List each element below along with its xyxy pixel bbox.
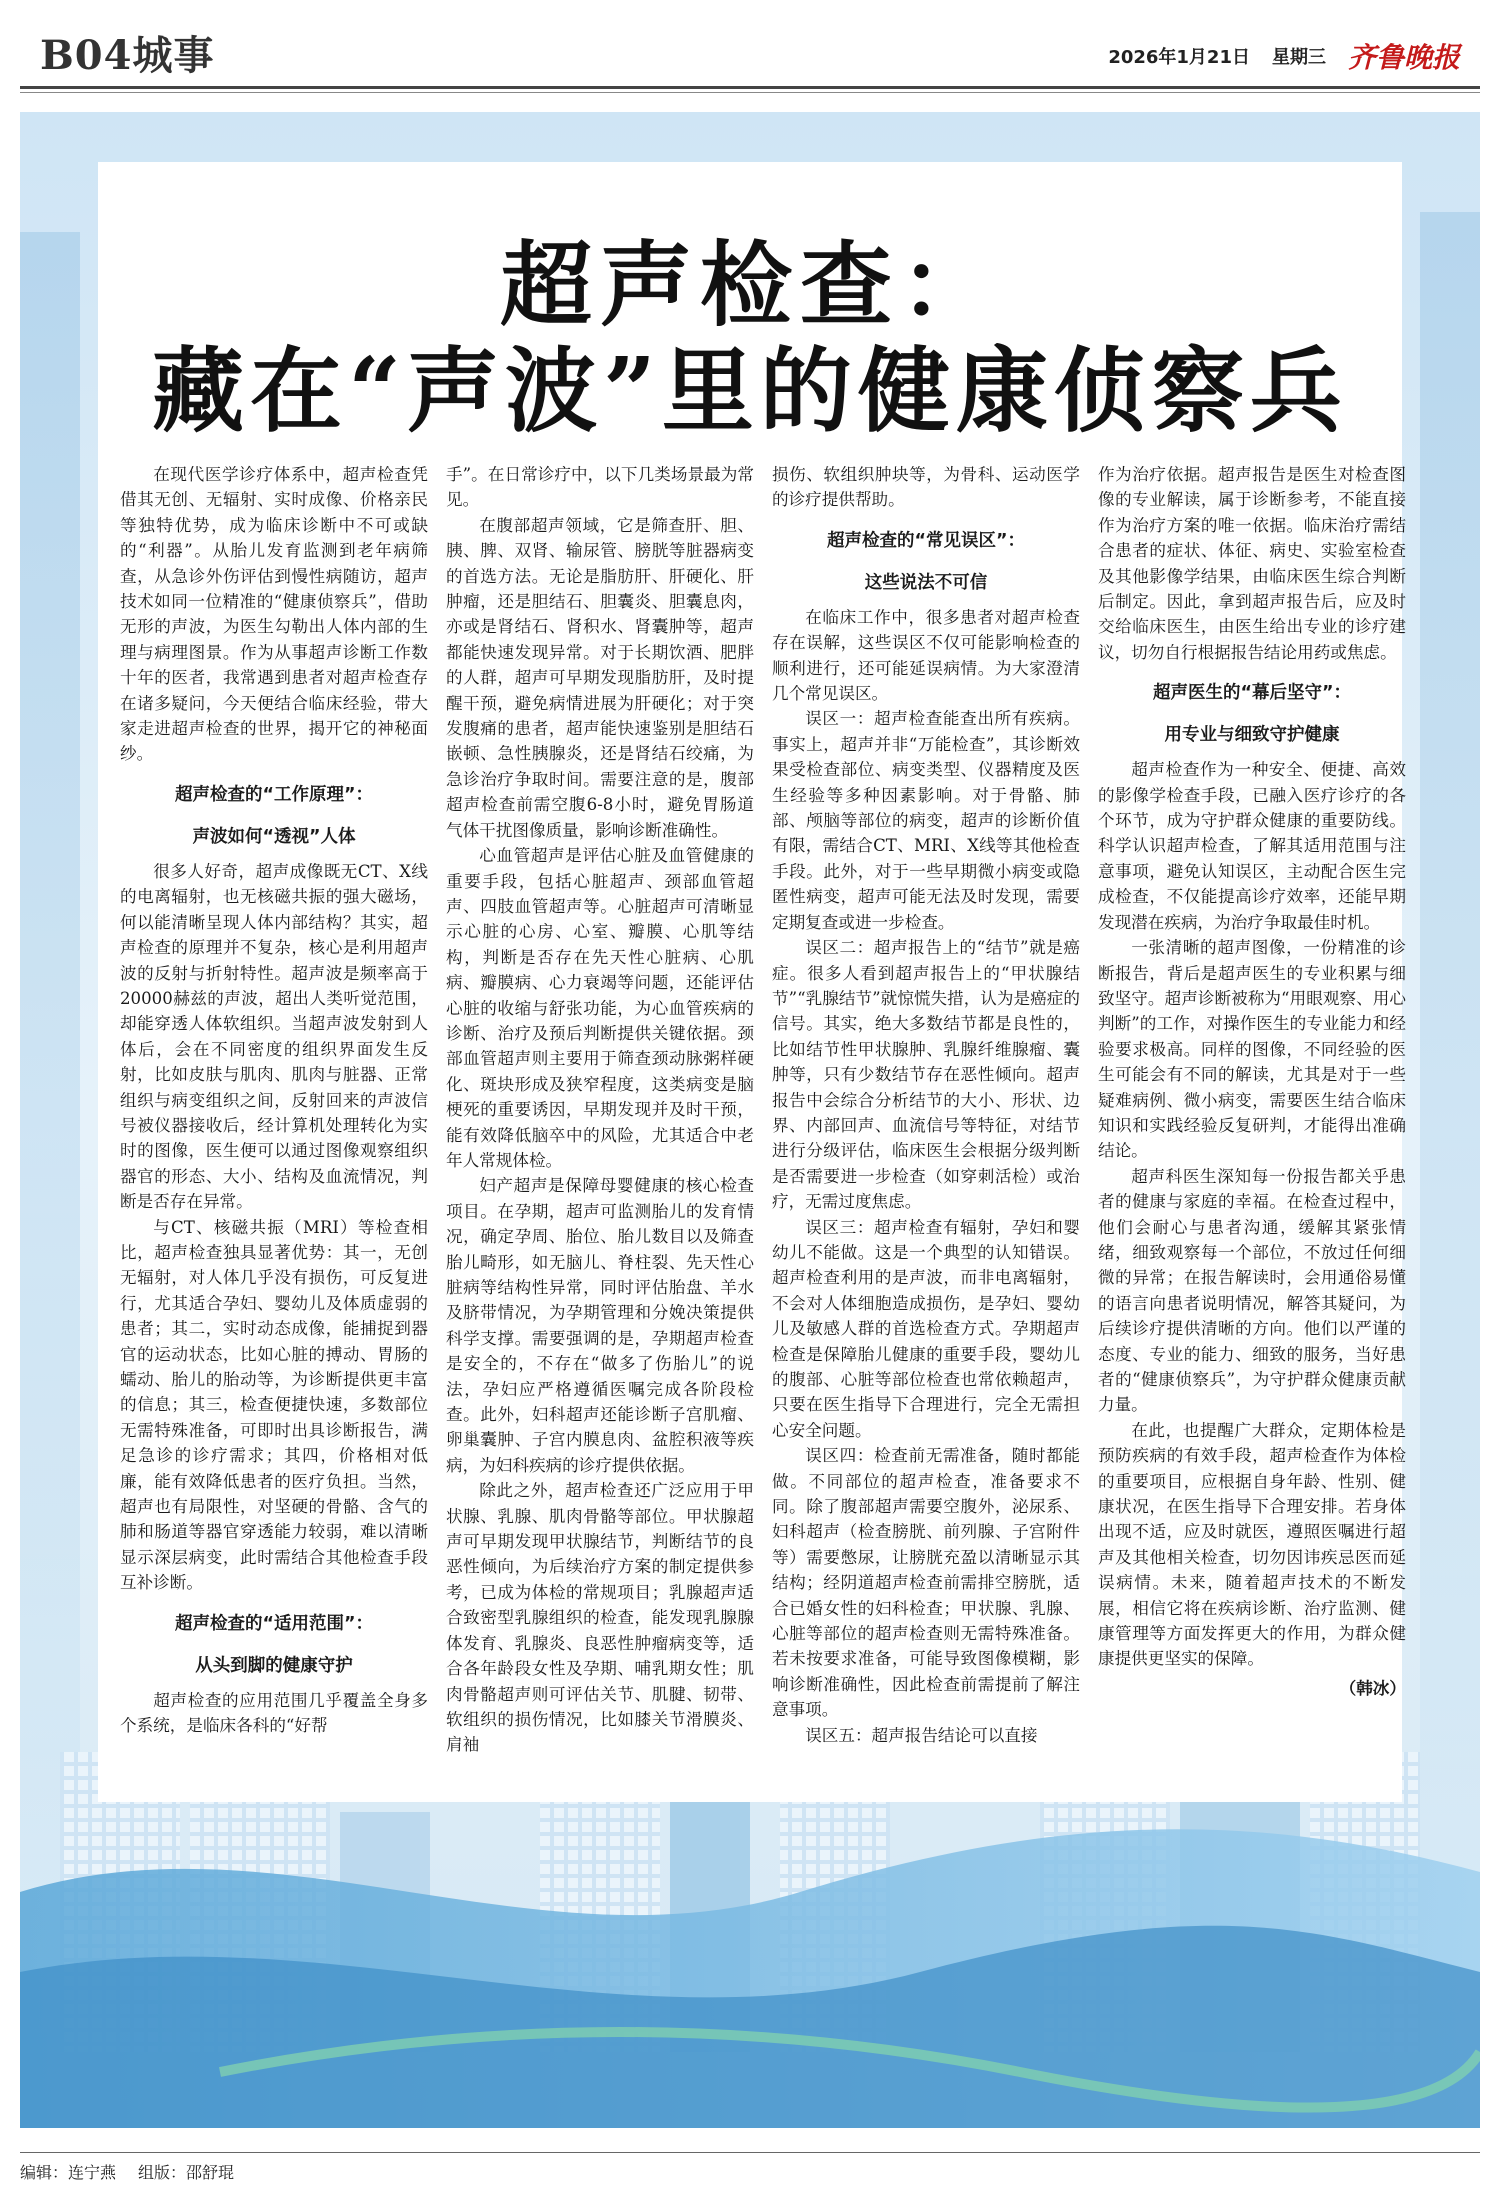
issue-date: 2026年1月21日 — [1108, 47, 1250, 68]
header-rule — [20, 86, 1480, 89]
subheading: 从头到脚的健康守护 — [195, 1655, 353, 1676]
article-paragraph: 超声检查的应用范围几乎覆盖全身多个系统，是临床各科的“好帮 — [120, 1690, 428, 1736]
article-paragraph: 损伤、软组织肿块等，为骨科、运动医学的诊疗提供帮助。 — [772, 465, 1080, 510]
article-paragraph: 在临床工作中，很多患者对超声检查存在误解，这些误区不仅可能影响检查的顺利进行，还可能延误病情。为大家澄清几个常见误区。 — [772, 607, 1080, 704]
article-paragraph: 误区三：超声检查有辐射，孕妇和婴幼儿不能做。这是一个典型的认知错误。超声检查利用的是声波，而非电离辐射，不会对人体细胞造成损伤，是孕妇、婴幼儿及敏感人群的首选检查方式。孕期超声检查是保障胎儿健康的重要手段，婴幼儿的腹部、心脏等部位检查也常依赖超声，只要在医生指导下合理进行，完全无需担心安全问题。 — [772, 1217, 1080, 1440]
masthead-right — [1108, 36, 1460, 76]
article-paragraph: 误区五：超声报告结论可以直接 — [805, 1725, 1038, 1745]
subheading: 超声检查的“常见误区”： — [826, 530, 1025, 551]
article-paragraph: 作为治疗依据。超声报告是医生对检查图像的专业解读，属于诊断参考，不能直接作为治疗方案的唯一依据。临床治疗需结合患者的症状、体征、病史、实验室检查及其他影像学结果，由临床医生综合判断后制定。因此，拿到超声报告后，应及时交给临床医生，由医生给出专业的诊疗建议，切勿自行根据报告结论用药或焦虑。 — [1098, 465, 1406, 662]
article-paragraph: 与CT、核磁共振（MRI）等检查相比，超声检查独具显著优势：其一，无创无辐射，对人体几乎没有损伤，可反复进行，尤其适合孕妇、婴幼儿及体质虚弱的患者；其二，实时动态成像，能捕捉到器官的运动状态，比如心脏的搏动、胃肠的蠕动、胎儿的胎动等，为诊断提供更丰富的信息；其三，检查便捷快速，多数部位无需特殊准备，可即时出具诊断报告，满足急诊的诊疗需求；其四，价格相对低廉，能有效降低患者的医疗负担。当然，超声也有局限性，对坚硬的骨骼、含气的肺和肠道等器官穿透能力较弱，难以清晰显示深层病变，此时需结合其他检查手段互补诊断。 — [120, 1217, 428, 1593]
author-signature: （韩冰） — [1339, 1677, 1406, 1698]
article-paragraph: 误区一：超声检查能查出所有疾病。事实上，超声并非“万能检查”，其诊断效果受检查部位、病变类型、仪器精度及医生经验等多种因素影响。对于骨骼、肺部、颅脑等部位的病变，超声的诊断价值有限，需结合CT、MRI、X线等其他检查手段。此外，对于一些早期微小病变或隐匿性病变，超声可能无法及时发现，需要定期复查或进一步检查。 — [772, 709, 1080, 932]
article-column-3 — [772, 462, 1080, 1748]
subheading: 超声医生的“幕后坚守”： — [1152, 683, 1351, 704]
subheading: 这些说法不可信 — [864, 572, 988, 593]
paper-logo: 齐鲁晚报 — [1347, 41, 1460, 74]
page-code — [40, 24, 214, 81]
headline-line-2: 藏在“声波”里的健康侦察兵 — [152, 337, 1348, 445]
article-paragraph: 误区二：超声报告上的“结节”就是癌症。很多人看到超声报告上的“甲状腺结节”“乳腺结节”就惊慌失措，认为是癌症的信号。其实，绝大多数结节都是良性的，比如结节性甲状腺肿、乳腺纤维腺瘤、囊肿等，只有少数结节存在恶性倾向。超声报告中会综合分析结节的大小、形状、边界、内部回声、血流信号等特征，对结节进行分级评估，临床医生会根据分级判断是否需要进一步检查（如穿刺活检）或治疗，无需过度焦虑。 — [772, 938, 1080, 1212]
article-paragraph: 一张清晰的超声图像，一份精准的诊断报告，背后是超声医生的专业积累与细致坚守。超声诊断被称为“用眼观察、用心判断”的工作，对操作医生的专业能力和经验要求极高。同样的图像，不同经验的医生可能会有不同的解读，尤其是对于一些疑难病例、微小病变，需要医生结合临床知识和实践经验反复研判，才能得出准确结论。 — [1098, 938, 1406, 1161]
page-number: B04 — [40, 32, 133, 79]
editor-credit: 编辑：连宁燕 — [20, 2163, 117, 2182]
masthead — [0, 0, 1500, 80]
article-column-4 — [1098, 462, 1406, 1701]
article-paragraph: 误区四：检查前无需准备，随时都能做。不同部位的超声检查，准备要求不同。除了腹部超声需要空腹外，泌尿系、妇科超声（检查膀胱、前列腺、子宫附件等）需要憋尿，让膀胱充盈以清晰显示其结构；经阴道超声检查前需排空膀胱，适合已婚女性的妇科检查；甲状腺、乳腺、心脏等部位的超声检查则无需特殊准备。若未按要求准备，可能导致图像模糊，影响诊断准确性，因此检查前需提前了解注意事项。 — [772, 1446, 1080, 1720]
subheading: 用专业与细致守护健康 — [1164, 725, 1340, 746]
article-paragraph: 在腹部超声领域，它是筛查肝、胆、胰、脾、双肾、输尿管、膀胱等脏器病变的首选方法。无论是脂肪肝、肝硬化、肝肿瘤，还是胆结石、胆囊炎、胆囊息肉，亦或是肾结石、肾积水、肾囊肿等，超声都能快速发现异常。对于长期饮酒、肥胖的人群，超声可早期发现脂肪肝，及时提醒干预，避免病情进展为肝硬化；对于突发腹痛的患者，超声能快速鉴别是胆结石嵌顿、急性胰腺炎，还是肾结石绞痛，为急诊治疗争取时间。需要注意的是，腹部超声检查前需空腹6-8小时，避免胃肠道气体干扰图像质量，影响诊断准确性。 — [446, 515, 754, 840]
article-paragraph: 妇产超声是保障母婴健康的核心检查项目。在孕期，超声可监测胎儿的发育情况，确定孕周、胎位、胎儿数目以及筛查胎儿畸形，如无脑儿、脊柱裂、先天性心脏病等结构性异常，同时评估胎盘、羊水及脐带情况，为孕期管理和分娩决策提供科学支撑。需要强调的是，孕期超声检查是安全的，不存在“做多了伤胎儿”的说法，孕妇应严格遵循医嘱完成各阶段检查。此外，妇科超声还能诊断子宫肌瘤、卵巢囊肿、子宫内膜息肉、盆腔积液等疾病，为妇科疾病的诊疗提供依据。 — [446, 1176, 754, 1475]
footer — [20, 2160, 234, 2183]
article-column-1 — [120, 462, 428, 1738]
article-paragraph: 在此，也提醒广大群众，定期体检是预防疾病的有效手段，超声检查作为体检的重要项目，应根据自身年龄、性别、健康状况，在医生指导下合理安排。若身体出现不适，应及时就医，遵照医嘱进行超声及其他相关检查，切勿因讳疾忌医而延误病情。未来，随着超声技术的不断发展，相信它将在疾病诊断、治疗监测、健康管理等方面发挥更大的作用，为群众健康提供更坚实的保障。 — [1098, 1420, 1406, 1669]
subheading: 超声检查的“适用范围”： — [174, 1613, 373, 1634]
section-name: 城事 — [132, 32, 215, 79]
article-paragraph: 心血管超声是评估心脏及血管健康的重要手段，包括心脏超声、颈部血管超声、四肢血管超声等。心脏超声可清晰显示心脏的心房、心室、瓣膜、心肌等结构，判断是否存在先天性心脏病、心肌病、瓣膜病、心力衰竭等问题，还能评估心脏的收缩与舒张功能，为心血管疾病的诊断、治疗及预后判断提供关键依据。颈部血管超声则主要用于筛查颈动脉粥样硬化、斑块形成及狭窄程度，这类病变是脑梗死的重要诱因，早期发现并及时干预，能有效降低脑卒中的风险，尤其适合中老年人常规体检。 — [446, 846, 754, 1170]
article-paragraph: 超声科医生深知每一份报告都关乎患者的健康与家庭的幸福。在检查过程中，他们会耐心与患者沟通，缓解其紧张情绪，细致观察每一个部位，不放过任何细微的异常；在报告解读时，会用通俗易懂的语言向患者说明情况，解答其疑问，为后续诊疗提供清晰的方向。他们以严谨的态度、专业的能力、细致的服务，当好患者的“健康侦察兵”，为守护群众健康贡献力量。 — [1098, 1166, 1406, 1415]
article-paragraph: 在现代医学诊疗体系中，超声检查凭借其无创、无辐射、实时成像、价格亲民等独特优势，成为临床诊断中不可或缺的“利器”。从胎儿发育监测到老年病筛查，从急诊外伤评估到慢性病随访，超声技术如同一位精准的“健康侦察兵”，借助无形的声波，为医生勾勒出人体内部的生理与病理图景。作为从事超声诊断工作数十年的医者，我常遇到患者对超声检查存在诸多疑问，今天便结合临床经验，带大家走进超声检查的世界，揭开它的神秘面纱。 — [120, 465, 428, 764]
article-paragraph: 除此之外，超声检查还广泛应用于甲状腺、乳腺、肌肉骨骼等部位。甲状腺超声可早期发现甲状腺结节，判断结节的良恶性倾向，为后续治疗方案的制定提供参考，已成为体检的常规项目；乳腺超声适合致密型乳腺组织的检查，能发现乳腺腺体发育、乳腺炎、良恶性肿瘤病变等，适合各年龄段女性及孕期、哺乳期女性；肌肉骨骼超声则可评估关节、肌腱、韧带、软组织的损伤情况，比如膝关节滑膜炎、肩袖 — [446, 1481, 754, 1755]
issue-weekday: 星期三 — [1271, 47, 1326, 68]
headline-line-1: 超声检查： — [499, 231, 1000, 339]
subheading: 超声检查的“工作原理”： — [174, 784, 373, 805]
layout-credit: 组版：邵舒琨 — [138, 2163, 235, 2182]
article-paragraph: 手”。在日常诊疗中，以下几类场景最为常见。 — [446, 465, 754, 510]
article-column-2 — [446, 462, 754, 1758]
article-paragraph: 很多人好奇，超声成像既无CT、X线的电离辐射，也无核磁共振的强大磁场，何以能清晰呈现人体内部结构？其实，超声检查的原理并不复杂，核心是利用超声波的反射与折射特性。超声波是频率高于20000赫兹的声波，超出人类听觉范围，却能穿透人体软组织。当超声波发射到人体后，会在不同密度的组织界面发生反射，比如皮肤与肌肉、肌肉与脏器、正常组织与病变组织之间，反射回来的声波信号被仪器接收后，经计算机处理转化为实时的图像，医生便可以通过图像观察组织器官的形态、大小、结构及血流情况，判断是否存在异常。 — [120, 861, 428, 1212]
footer-rule — [20, 2152, 1480, 2153]
header-rule-thin — [20, 92, 1480, 93]
subheading: 声波如何“透视”人体 — [192, 826, 356, 847]
article-paragraph: 超声检查作为一种安全、便捷、高效的影像学检查手段，已融入医疗诊疗的各个环节，成为守护群众健康的重要防线。科学认识超声检查，了解其适用范围与注意事项，避免认知误区，主动配合医生完成检查，不仅能提高诊疗效率，还能早期发现潜在疾病，为治疗争取最佳时机。 — [1098, 760, 1406, 932]
